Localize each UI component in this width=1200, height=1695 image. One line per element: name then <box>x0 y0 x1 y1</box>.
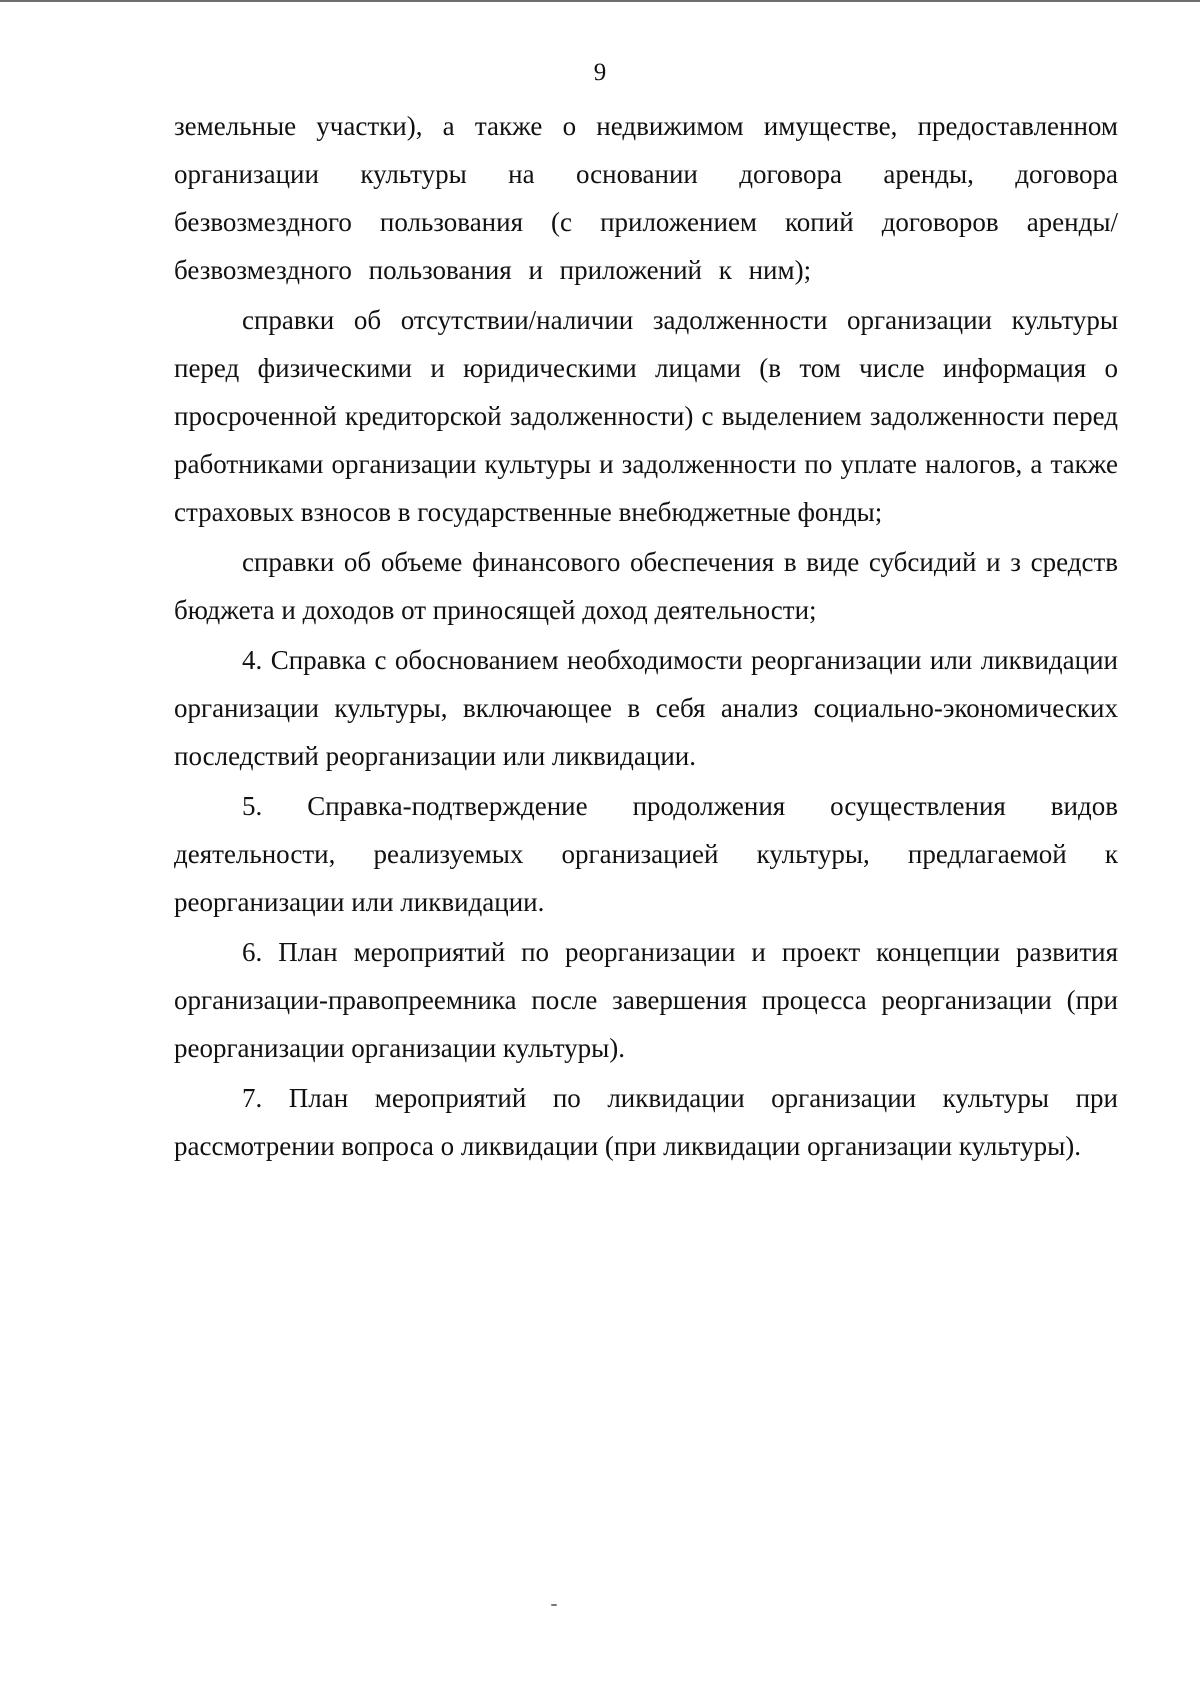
paragraph-item-6: 6. План мероприятий по реорганизации и проект концепции развития организации-правопреемника после завершения процесса реорганизации (при реорганизации организации культуры). <box>174 937 1118 1063</box>
paragraph-3: справки об объеме финансового обеспечения в виде субсидий и з средств бюджета и доходов от приносящей доход деятельности; <box>174 547 1118 625</box>
top-border-line <box>0 0 1200 2</box>
paragraph-item-4: 4. Справка с обоснованием необходимости реорганизации или ликвидации организации культуры, включающее в себя анализ социально-экономических последствий реорганизации или ликвидации. <box>174 645 1118 771</box>
page-number: 9 <box>593 59 607 86</box>
document-body <box>174 102 1118 1170</box>
paragraph-item-7: 7. План мероприятий по ликвидации организации культуры при рассмотрении вопроса о ликвидации (при ликвидации организации культуры). <box>174 1083 1118 1161</box>
paragraph-item-5: 5. Справка-подтверждение продолжения осуществления видов деятельности, реализуемых организацией культуры, предлагаемой к реорганизации или ликвидации. <box>174 791 1118 917</box>
paragraph-1: земельные участки), а также о недвижимом имуществе, предоставленном организации культуры на основании договора аренды, договора безвозмездного пользования (с приложением копий договоров аренды/безвозмездного пользования и приложений к ним); <box>174 111 1118 285</box>
scan-speck <box>551 1604 557 1606</box>
paragraph-2: справки об отсутствии/наличии задолженности организации культуры перед физическими и юридическими лицами (в том числе информация о просроченной кредиторской задолженности) с выделением задолженности перед работниками организации культуры и задолженности по уплате налогов, а также страховых взносов в государственные внебюджетные фонды; <box>174 305 1118 527</box>
